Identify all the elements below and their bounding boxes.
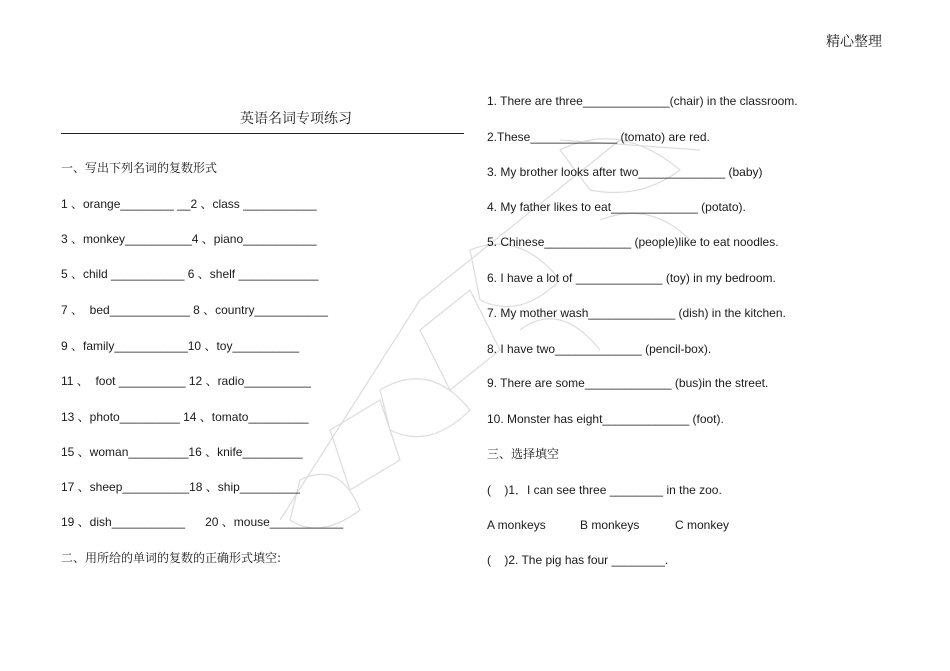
section1-item: 17 、sheep__________18 、ship_________ [61, 480, 300, 494]
section3-option-a: A monkeys [487, 518, 546, 532]
section2-item: 9. There are some_____________ (bus)in the street. [487, 376, 769, 390]
section2-item: 2.These_____________ (tomato) are red. [487, 130, 710, 144]
header-note: 精心整理 [826, 34, 882, 50]
section3-question-1: ( )1．I can see three ________ in the zoo. [487, 483, 722, 497]
section1-item: 3 、monkey__________4 、piano___________ [61, 232, 317, 246]
section2-item: 6. I have a lot of _____________ (toy) in my bedroom. [487, 271, 776, 285]
section1-item: 5 、child ___________ 6 、shelf ____________ [61, 267, 319, 281]
section2-item: 10. Monster has eight_____________ (foot). [487, 412, 724, 426]
section2-item: 8. I have two_____________ (pencil-box). [487, 342, 712, 356]
section1-item: 1 、orange________ __2 、class ___________ [61, 197, 317, 211]
section1-item: 9 、family___________10 、toy__________ [61, 339, 300, 353]
section3-option-b: B monkeys [580, 518, 640, 532]
section1-heading: 一、写出下列名词的复数形式 [61, 161, 218, 175]
section2-item: 4. My father likes to eat_____________ (potato). [487, 200, 746, 214]
section2-item: 1. There are three_____________(chair) in the classroom. [487, 94, 798, 108]
title-divider [61, 133, 464, 134]
section2-heading: 二、用所给的单词的复数的正确形式填空: [61, 551, 282, 565]
section3-question-2: ( )2. The pig has four ________. [487, 553, 669, 567]
page-title: 英语名词专项练习 [240, 111, 352, 127]
section1-item: 11 、 foot __________ 12 、radio__________ [61, 374, 311, 388]
section1-item: 15 、woman_________16 、knife_________ [61, 445, 303, 459]
section3-heading: 三、选择填空 [487, 447, 560, 461]
section2-item: 7. My mother wash_____________ (dish) in the kitchen. [487, 306, 786, 320]
section2-item: 3. My brother looks after two_____________ (baby) [487, 165, 763, 179]
section3-option-c: C monkey [675, 518, 730, 532]
section1-item: 7 、 bed____________ 8 、country___________ [61, 303, 328, 317]
section1-item: 19 、dish___________ 20 、mouse___________ [61, 515, 344, 529]
section1-item: 13 、photo_________ 14 、tomato_________ [61, 410, 309, 424]
section2-item: 5. Chinese_____________ (people)like to eat noodles. [487, 235, 779, 249]
